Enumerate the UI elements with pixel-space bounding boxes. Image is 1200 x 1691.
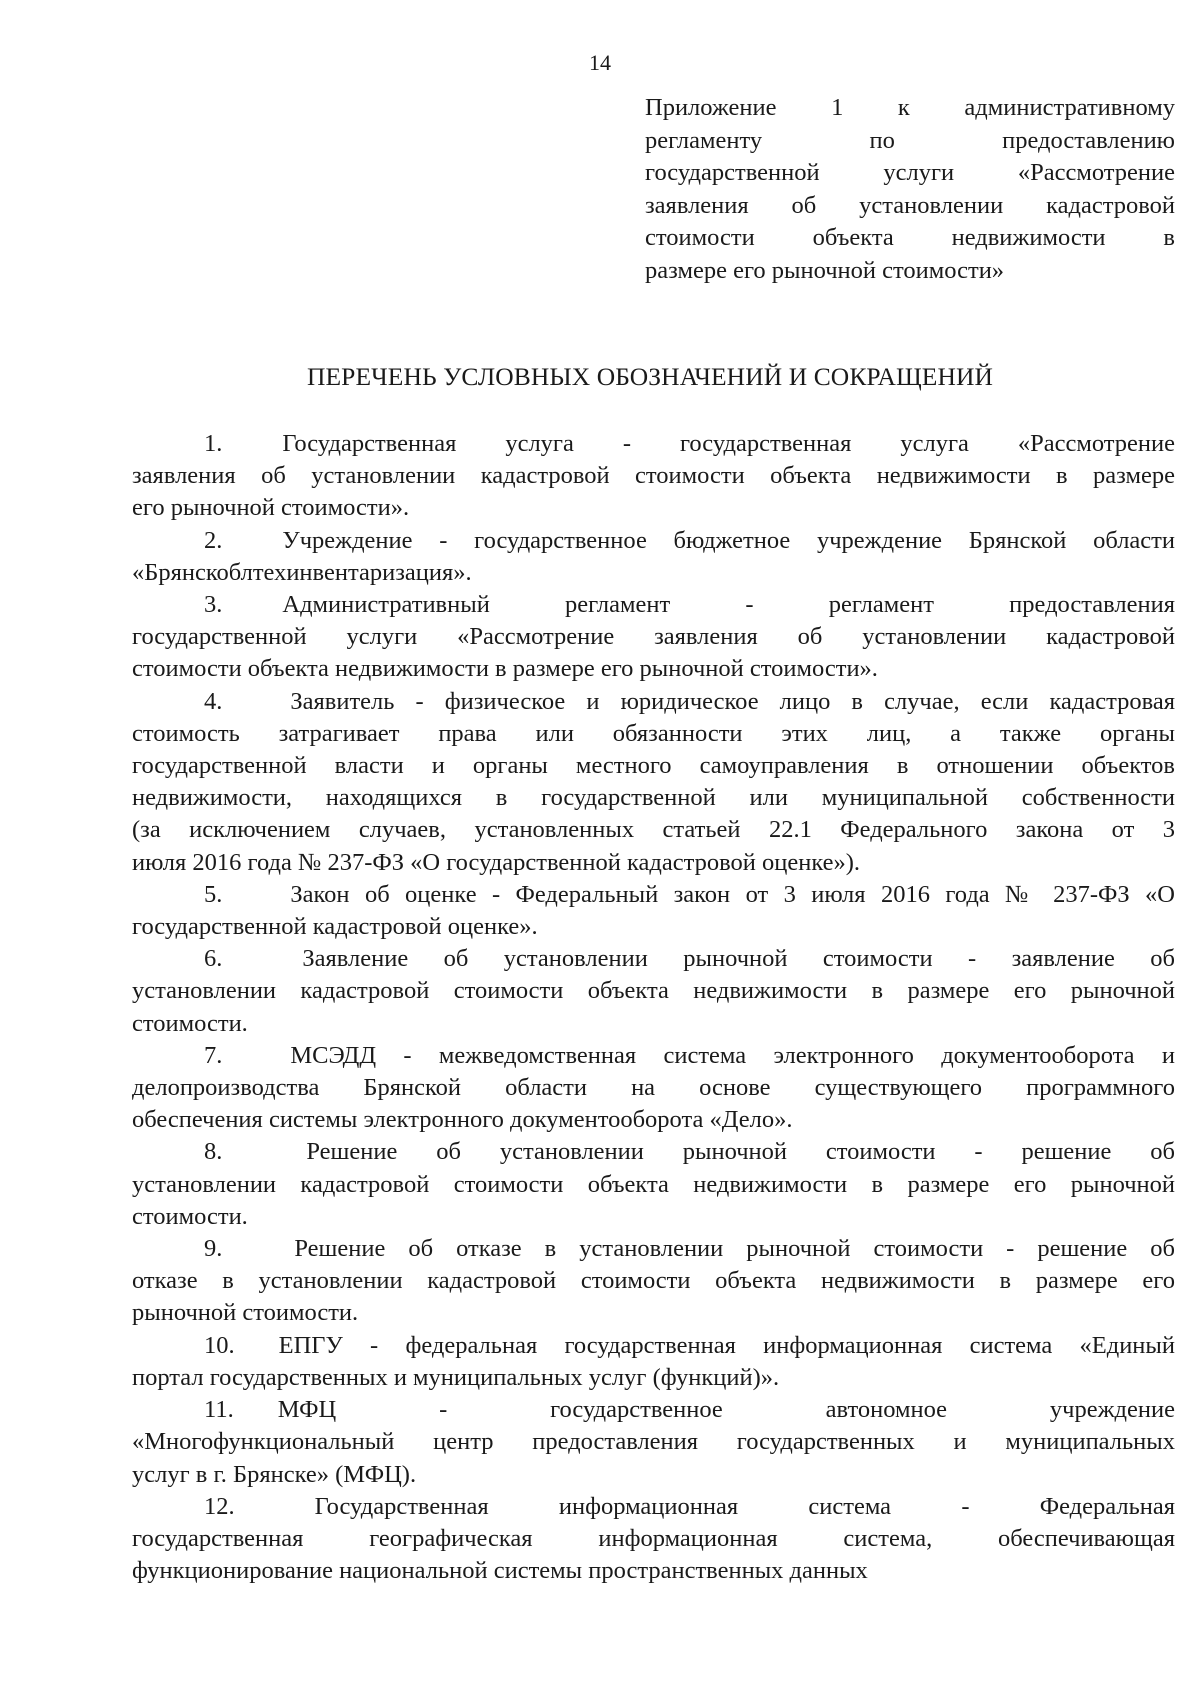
item-text-line: обеспечения системы электронного документооборота «Дело».: [132, 1106, 793, 1134]
item-number: 3.: [204, 591, 223, 619]
definition-item: [132, 879, 1175, 943]
item-text-line: (за исключением случаев, установленных статьей 22.1 Федерального закона от 3: [132, 816, 1175, 844]
document-title: ПЕРЕЧЕНЬ УСЛОВНЫХ ОБОЗНАЧЕНИЙ И СОКРАЩЕНИЙ: [306, 362, 994, 391]
appendix-header: [645, 92, 1175, 287]
item-number: 1.: [204, 430, 223, 457]
item-text-line: «Многофункциональный центр предоставления государственных и муниципальных: [132, 1428, 1175, 1456]
item-text-line: государственной услуги «Рассмотрение заявления об установлении кадастровой: [132, 623, 1175, 651]
definition-item: [132, 1491, 1175, 1588]
item-number: 4.: [204, 687, 223, 715]
item-number: 2.: [204, 526, 223, 554]
appendix-line: заявления об установлении кадастровой: [645, 191, 1175, 219]
item-text-line: стоимости объекта недвижимости в размере его рыночной стоимости».: [132, 655, 878, 683]
definition-item: [132, 943, 1175, 1040]
definition-item: [132, 1330, 1175, 1394]
item-first-line: [132, 1136, 1175, 1168]
item-first-line: [132, 1330, 1175, 1362]
item-first-line: [132, 686, 1175, 718]
item-number: 7.: [204, 1041, 223, 1069]
item-first-line: [132, 589, 1175, 621]
item-text-line: государственная географическая информационная система, обеспечивающая: [132, 1524, 1175, 1552]
item-text-line: стоимости.: [132, 1202, 248, 1230]
item-number: 10.: [204, 1331, 235, 1359]
item-text-line: Решение об отказе в установлении рыночной стоимости - решение об: [294, 1235, 1175, 1263]
item-first-line: [132, 525, 1175, 557]
item-first-line: [132, 1040, 1175, 1072]
item-text-line: функционирование национальной системы пространственных данных: [132, 1557, 868, 1585]
item-text-line: государственной кадастровой оценке».: [132, 913, 538, 941]
item-text-line: МФЦ - государственное автономное учреждение: [277, 1396, 1175, 1424]
appendix-line: размере его рыночной стоимости»: [645, 256, 1005, 284]
item-text-line: рыночной стоимости.: [132, 1299, 359, 1327]
item-text-line: Заявитель - физическое и юридическое лицо в случае, если кадастровая: [290, 687, 1175, 715]
item-text-line: МСЭДД - межведомственная система электронного документооборота и: [290, 1041, 1175, 1069]
appendix-line: стоимости объекта недвижимости в: [645, 224, 1175, 251]
item-number: 6.: [204, 945, 223, 973]
item-text-line: стоимость затрагивает права или обязанности этих лиц, а также органы: [132, 719, 1175, 747]
definition-item: [132, 589, 1175, 686]
item-text-line: услуг в г. Брянске» (МФЦ).: [132, 1460, 417, 1488]
item-text-line: заявления об установлении кадастровой стоимости объекта недвижимости в размере: [132, 462, 1175, 490]
item-first-line: [132, 943, 1175, 975]
definition-item: [132, 1233, 1175, 1330]
item-text-line: июля 2016 года № 237-ФЗ «О государственной кадастровой оценке»).: [132, 848, 861, 876]
definition-item: [132, 686, 1175, 879]
item-text-line: стоимости.: [132, 1009, 248, 1037]
item-text-line: государственной власти и органы местного самоуправления в отношении объектов: [132, 752, 1175, 780]
item-first-line: [132, 1233, 1175, 1265]
item-text-line: установлении кадастровой стоимости объекта недвижимости в размере его рыночной: [132, 977, 1175, 1005]
item-text-line: недвижимости, находящихся в государственной или муниципальной собственности: [132, 784, 1175, 812]
item-text-line: «Брянскоблтехинвентаризация».: [132, 558, 472, 586]
item-text-line: Государственная услуга - государственная услуга «Рассмотрение: [282, 430, 1175, 457]
item-text-line: Государственная информационная система - Федеральная: [314, 1492, 1175, 1520]
definition-item: [132, 1040, 1175, 1137]
appendix-line: Приложение 1 к административному: [645, 94, 1175, 121]
item-text-line: установлении кадастровой стоимости объекта недвижимости в размере его рыночной: [132, 1170, 1175, 1198]
definitions-list: [132, 428, 1175, 1587]
item-text-line: Административный регламент - регламент предоставления: [282, 591, 1175, 619]
item-number: 9.: [204, 1235, 223, 1263]
definition-item: [132, 1136, 1175, 1233]
item-text-line: ЕПГУ - федеральная государственная информационная система «Единый: [278, 1331, 1175, 1359]
item-text-line: его рыночной стоимости».: [132, 494, 410, 522]
appendix-line: регламенту по предоставлению: [645, 126, 1175, 154]
item-text-line: Решение об установлении рыночной стоимости - решение об: [306, 1138, 1175, 1166]
item-first-line: [132, 1394, 1175, 1426]
definition-item: [132, 428, 1175, 525]
item-text-line: Учреждение - государственное бюджетное учреждение Брянской области: [282, 526, 1175, 554]
item-number: 12.: [204, 1492, 235, 1520]
item-number: 5.: [204, 880, 223, 908]
item-text-line: портал государственных и муниципальных услуг (функций)».: [132, 1363, 780, 1391]
item-text-line: отказе в установлении кадастровой стоимости объекта недвижимости в размере его: [132, 1267, 1175, 1295]
definition-item: [132, 525, 1175, 589]
appendix-line: государственной услуги «Рассмотрение: [645, 159, 1175, 186]
item-text-line: Заявление об установлении рыночной стоимости - заявление об: [302, 945, 1175, 973]
item-first-line: [132, 428, 1175, 460]
item-text-line: Закон об оценке - Федеральный закон от 3 июля 2016 года № 237-ФЗ «О: [290, 880, 1175, 908]
item-number: 11.: [204, 1396, 234, 1424]
page-number: 14: [589, 50, 611, 75]
item-first-line: [132, 1491, 1175, 1523]
item-text-line: делопроизводства Брянской области на основе существующего программного: [132, 1074, 1175, 1102]
definition-item: [132, 1394, 1175, 1491]
item-number: 8.: [204, 1138, 223, 1166]
item-first-line: [132, 879, 1175, 911]
